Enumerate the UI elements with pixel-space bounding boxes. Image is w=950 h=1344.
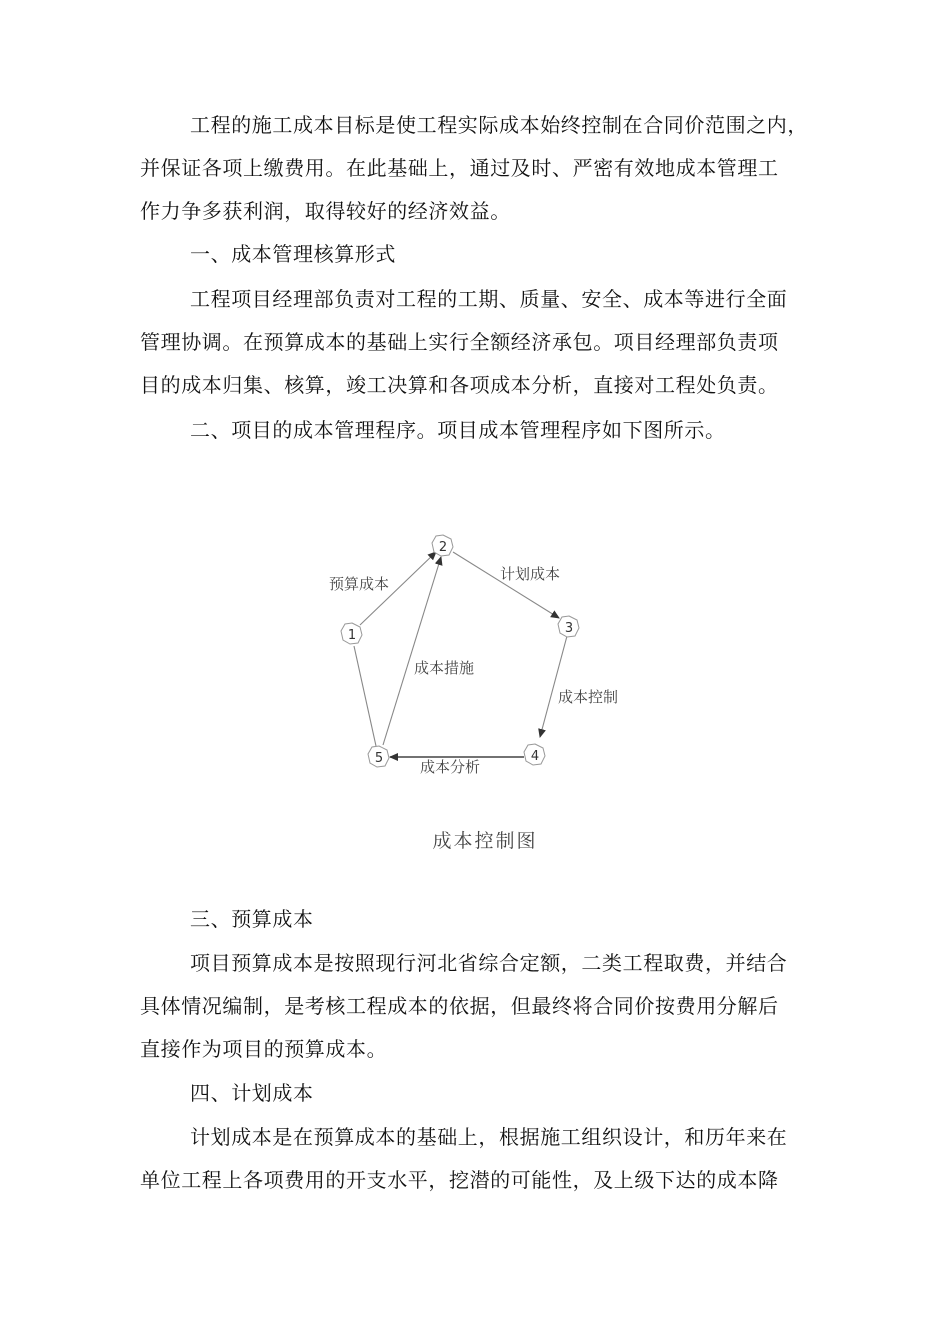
node-label: 2 <box>438 540 448 555</box>
section-heading: 二、项目的成本管理程序。项目成本管理程序如下图所示。 <box>190 418 726 442</box>
text-line: 工程项目经理部负责对工程的工期、质量、安全、成本等进行全面 <box>190 287 788 311</box>
text-line: 计划成本是在预算成本的基础上，根据施工组织设计，和历年来在 <box>190 1125 788 1149</box>
section-heading: 四、计划成本 <box>190 1081 314 1105</box>
edge-label-cost-measures: 成本措施 <box>414 659 475 677</box>
cost-control-diagram <box>310 525 650 785</box>
text-line: 管理协调。在预算成本的基础上实行全额经济承包。项目经理部负责项 <box>140 330 779 354</box>
section-heading: 三、预算成本 <box>190 907 314 931</box>
node-1 <box>341 623 362 644</box>
edge-5-2 <box>383 557 441 745</box>
text-line: 目的成本归集、核算，竣工决算和各项成本分析，直接对工程处负责。 <box>140 373 779 397</box>
edge-2-3 <box>453 552 559 618</box>
text-line: 并保证各项上缴费用。在此基础上，通过及时、严密有效地成本管理工 <box>140 156 779 180</box>
edge-3-4 <box>540 636 567 737</box>
edge-label-cost-control: 成本控制 <box>558 688 619 706</box>
node-label: 4 <box>530 749 540 764</box>
node-3 <box>558 616 579 637</box>
text-line: 工程的施工成本目标是使工程实际成本始终控制在合同价范围之内， <box>190 113 808 137</box>
text-line: 项目预算成本是按照现行河北省综合定额，二类工程取费，并结合 <box>190 951 788 975</box>
text-line: 单位工程上各项费用的开支水平，挖潜的可能性，及上级下达的成本降 <box>140 1168 779 1192</box>
node-label: 5 <box>374 751 384 766</box>
text-line: 作力争多获利润，取得较好的经济效益。 <box>140 199 511 223</box>
edge-label-planned-cost: 计划成本 <box>500 565 561 583</box>
text-line: 具体情况编制，是考核工程成本的依据，但最终将合同价按费用分解后 <box>140 994 779 1018</box>
diagram-caption: 成本控制图 <box>432 830 538 852</box>
edge-label-budget-cost: 预算成本 <box>329 575 390 593</box>
node-label: 3 <box>564 621 574 636</box>
node-5 <box>368 746 389 767</box>
edge-label-cost-analysis: 成本分析 <box>420 758 481 776</box>
edge-5-1 <box>354 646 376 746</box>
node-2 <box>432 535 453 556</box>
node-label: 1 <box>347 628 357 643</box>
node-4 <box>524 744 545 765</box>
section-heading: 一、成本管理核算形式 <box>190 242 396 266</box>
text-line: 直接作为项目的预算成本。 <box>140 1037 388 1061</box>
